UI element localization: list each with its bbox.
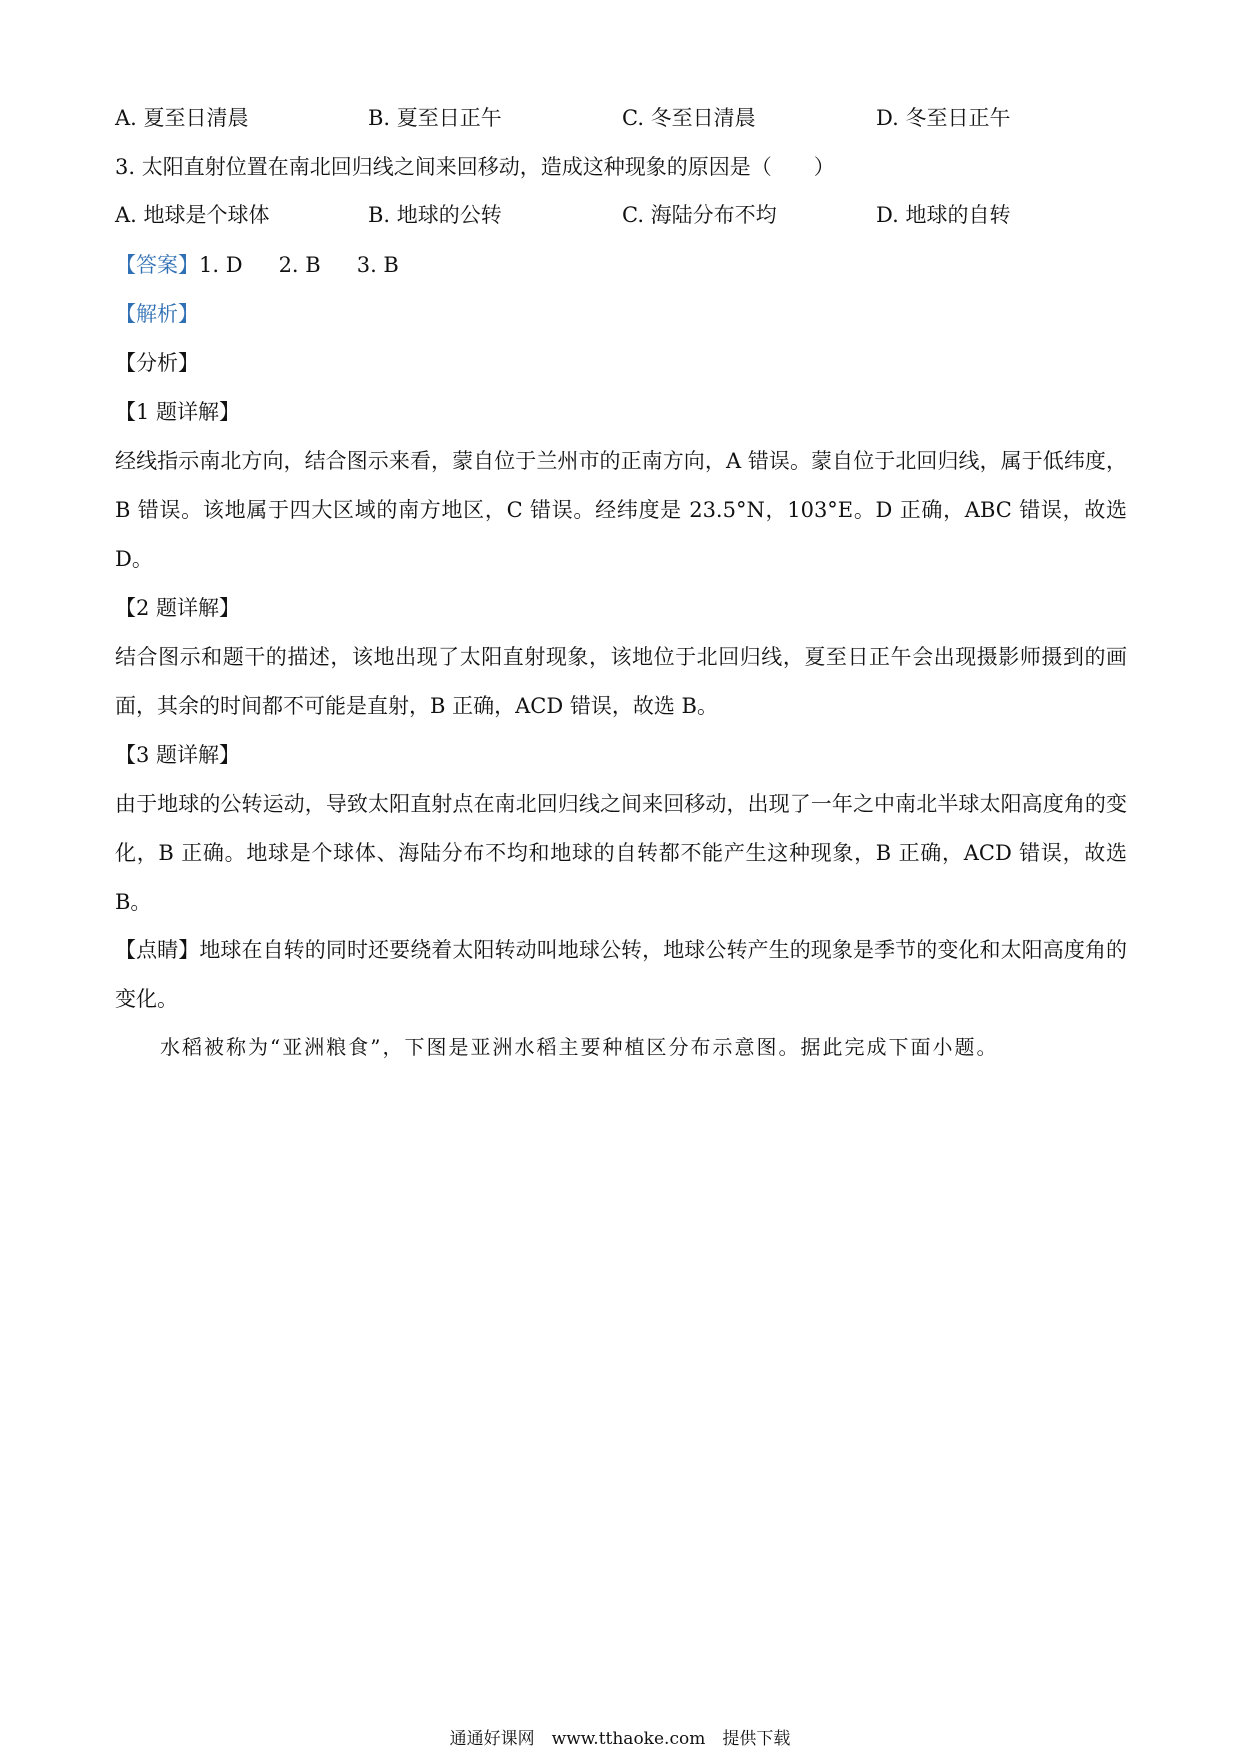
q2-option-b: B. 夏至日正午	[368, 106, 502, 130]
answer-line	[115, 250, 399, 280]
fenxi-label: 【分析】	[115, 351, 199, 375]
analysis-label: 【解析】	[115, 302, 199, 326]
dianjing-block	[115, 926, 1127, 1024]
detail3-label: 【3 题详解】	[115, 743, 241, 767]
answer-1: 1. D	[199, 253, 243, 277]
detail2-text: 结合图示和题干的描述，该地出现了太阳直射现象，该地位于北回归线，夏至日正午会出现摄影师摄到的画面，其余的时间都不可能是直射，B 正确，ACD 错误，故选 B。	[115, 645, 1127, 718]
detail1-label: 【1 题详解】	[115, 400, 241, 424]
q3-stem: 3. 太阳直射位置在南北回归线之间来回移动，造成这种现象的原因是（ ）	[115, 155, 835, 179]
q3-option-b: B. 地球的公转	[368, 203, 502, 227]
q2-option-a: A. 夏至日清晨	[115, 106, 249, 130]
next-question-intro: 水稻被称为“亚洲粮食”，下图是亚洲水稻主要种植区分布示意图。据此完成下面小题。	[160, 1035, 999, 1059]
answer-label: 【答案】	[115, 253, 199, 277]
detail3-text: 由于地球的公转运动，导致太阳直射点在南北回归线之间来回移动，出现了一年之中南北半球太阳高度角的变化，B 正确。地球是个球体、海陆分布不均和地球的自转都不能产生这种现象，B 正确，ACD 错误，故选 B。	[115, 792, 1127, 914]
detail1-text: 经线指示南北方向，结合图示来看，蒙自位于兰州市的正南方向，A 错误。蒙自位于北回归线，属于低纬度，B 错误。该地属于四大区域的南方地区，C 错误。经纬度是 23.5°N，103°E。D 正确，ABC 错误，故选 D。	[115, 449, 1127, 571]
answer-2: 2. B	[278, 253, 321, 277]
dianjing-label: 【点睛】	[115, 938, 200, 962]
q3-option-c: C. 海陆分布不均	[622, 203, 777, 227]
q2-option-d: D. 冬至日正午	[876, 106, 1011, 130]
page-footer: 通通好课网 www.tthaoke.com 提供下载	[449, 1729, 791, 1749]
dianjing-text: 地球在自转的同时还要绕着太阳转动叫地球公转，地球公转产生的现象是季节的变化和太阳高度角的变化。	[115, 938, 1127, 1011]
q3-option-a: A. 地球是个球体	[115, 203, 270, 227]
detail2-label: 【2 题详解】	[115, 596, 241, 620]
answer-3: 3. B	[356, 253, 399, 277]
q2-option-c: C. 冬至日清晨	[622, 106, 756, 130]
q3-option-d: D. 地球的自转	[876, 203, 1011, 227]
